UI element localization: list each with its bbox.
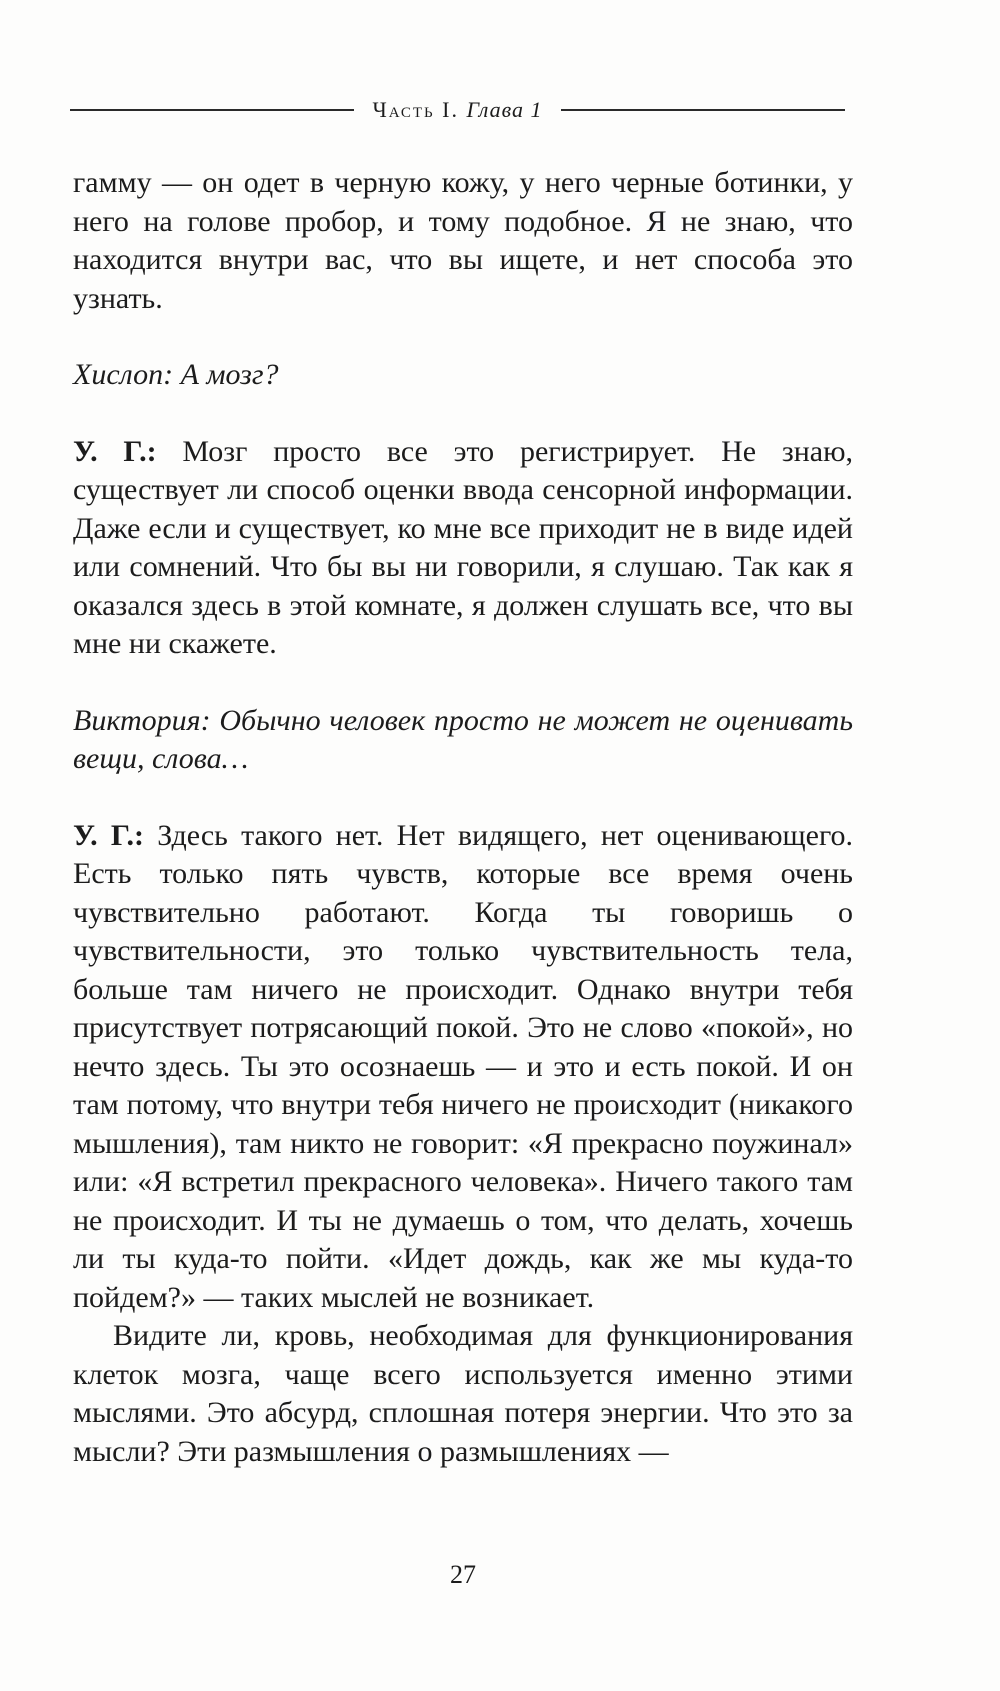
- page-number: 27: [450, 1560, 476, 1589]
- answer-ug-1: [73, 433, 853, 664]
- running-header: [70, 92, 845, 128]
- paragraph-text: Видите ли, кровь, необходимая для функционирования клеток мозга, чаще всего используется именно этими мыслями. Это абсурд, сплошная потеря энергии. Что это за мысли? Эти размышления о размышлениях —: [73, 1319, 853, 1468]
- answer-text: Здесь такого нет. Нет видящего, нет оценивающего. Есть только пять чувств, которые все время очень чувствительно работают. Когда ты говоришь о чувствительности, это только чувствительность тела, больше там ничего не происходит. Однако внутри тебя присутствует потрясающий покой. Это не слово «покой», но нечто здесь. Ты это осознаешь — и это и есть покой. И он там потому, что внутри тебя ничего не происходит (никакого мышления), там никто не говорит: «Я прекрасно поужинал» или: «Я встретил прекрасного человека». Ничего такого там не происходит. И ты не думаешь о том, что делать, хочешь ли ты куда-то пойти. «Идет дождь, как же мы куда-то пойдем?» — таких мыслей не возникает.: [73, 818, 854, 1314]
- question-viktoriya: [73, 702, 853, 779]
- header-rule-right: [561, 109, 845, 111]
- header-title: [354, 97, 560, 123]
- question-hislop: [73, 356, 853, 395]
- paragraph-text: гамму — он одет в черную кожу, у него черные ботинки, у него на голове пробор, и тому подобное. Я не знаю, что находится внутри вас, что вы ищете, и нет способа это узнать.: [73, 166, 853, 315]
- answer-ug-2: [73, 817, 853, 1318]
- body-text: [73, 164, 853, 1471]
- answer-text: Мозг просто все это регистрирует. Не знаю, существует ли способ оценки ввода сенсорной информации. Даже если и существует, ко мне все приходит не в виде идей или сомнений. Что бы вы ни говорили, я слушаю. Так как я оказался здесь в этой комнате, я должен слушать все, что вы мне ни скажете.: [73, 434, 853, 660]
- speaker-label: У. Г.:: [73, 434, 157, 468]
- paragraph-continuation: [73, 164, 853, 318]
- speaker-label: У. Г.:: [73, 818, 145, 852]
- header-rule-left: [70, 109, 354, 111]
- header-part: Часть I.: [372, 97, 459, 122]
- question-text: Хислоп: А мозг?: [73, 358, 279, 391]
- question-text: Виктория: Обычно человек просто не может не оценивать вещи, слова…: [73, 703, 853, 775]
- answer-ug-2-continued: [73, 1317, 853, 1471]
- header-chapter: Глава 1: [466, 97, 543, 122]
